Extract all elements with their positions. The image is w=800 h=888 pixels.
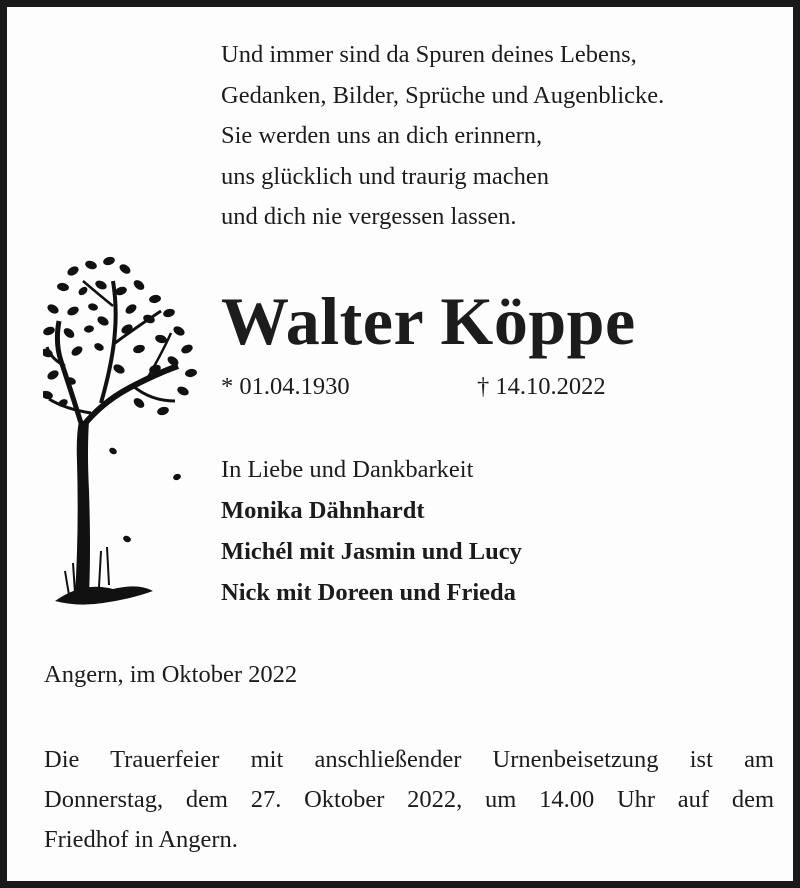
- tree-icon: [43, 251, 199, 611]
- mourner-name: Nick mit Doreen und Frieda: [221, 579, 516, 606]
- death-date: † 14.10.2022: [477, 373, 606, 400]
- poem-line: und dich nie vergessen lassen.: [221, 203, 517, 231]
- mourners-block: [221, 449, 522, 613]
- memorial-poem: [221, 35, 664, 238]
- mourner-name: Michél mit Jasmin und Lucy: [221, 538, 522, 565]
- poem-line: Gedanken, Bilder, Sprüche und Augenblicke.: [221, 81, 665, 109]
- funeral-line: Donnerstag, dem 27. Oktober 2022, um 14.00 Uhr auf dem: [44, 786, 774, 813]
- funeral-details: [44, 740, 774, 860]
- poem-line: Sie werden uns an dich erinnern,: [221, 122, 543, 150]
- deceased-name: Walter Köppe: [221, 283, 636, 359]
- mourner-name: Monika Dähnhardt: [221, 497, 425, 524]
- mourners-intro: In Liebe und Dankbarkeit: [221, 456, 474, 483]
- life-dates: [221, 369, 606, 405]
- funeral-line: Friedhof in Angern.: [44, 826, 238, 853]
- place-date: Angern, im Oktober 2022: [44, 661, 298, 688]
- poem-line: Und immer sind da Spuren deines Lebens,: [221, 41, 637, 68]
- poem-line: uns glücklich und traurig machen: [221, 162, 549, 190]
- birth-date: * 01.04.1930: [221, 373, 350, 400]
- funeral-line: Die Trauerfeier mit anschließender Urnenbeisetzung ist am: [44, 746, 774, 773]
